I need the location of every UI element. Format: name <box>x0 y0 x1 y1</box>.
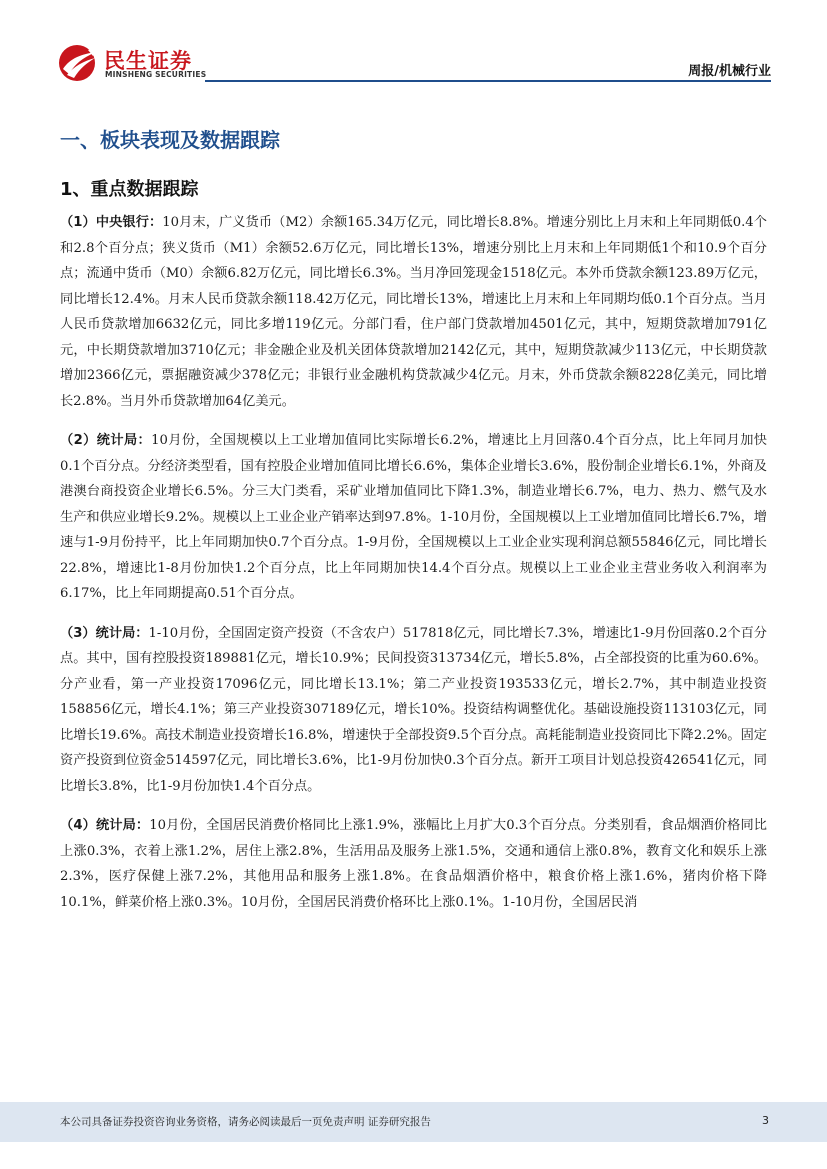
minsheng-logo-icon <box>58 44 100 82</box>
header-divider <box>205 80 771 82</box>
paragraph-text: 10月份，全国规模以上工业增加值同比实际增长6.2%，增速比上月回落0.4个百分点，比上年同月加快0.1个百分点。分经济类型看，国有控股企业增加值同比增长6.6%，集体企业增长3.6%，股份制企业增长6.1%，外商及港澳台商投资企业增长6.5%。分三大门类看，采矿业增加值同比下降1.3%，制造业增长6.7%，电力、热力、燃气及水生产和供应业增长9.2%。规模以上工业企业产销率达到97.8%。1-10月份，全国规模以上工业增加值同比增长6.7%，增速与1-9月份持平，比上年同期加快0.7个百分点。1-9月份，全国规模以上工业企业实现利润总额55846亿元，同比增长22.8%，增速比1-8月份加快1.2个百分点，比上年同期加快14.4个百分点。规模以上工业企业主营业务收入利润率为6.17%，比上年同期提高0.51个百分点。 <box>60 433 767 601</box>
paragraph-text: 10月份，全国居民消费价格同比上涨1.9%，涨幅比上月扩大0.3个百分点。分类别看，食品烟酒价格同比上涨0.3%，衣着上涨1.2%，居住上涨2.8%，生活用品及服务上涨1.5%，交通和通信上涨0.8%，教育文化和娱乐上涨2.3%，医疗保健上涨7.2%，其他用品和服务上涨1.8%。在食品烟酒价格中，粮食价格上涨1.6%，猪肉价格下降10.1%，鲜菜价格上涨0.3%。10月份，全国居民消费价格环比上涨0.1%。1-10月份，全国居民消 <box>60 818 767 910</box>
paragraph-cpi <box>60 813 767 915</box>
paragraph-fixed-investment <box>60 621 767 800</box>
report-body <box>60 210 767 929</box>
page-footer <box>0 1102 827 1142</box>
paragraph-label: （4）统计局： <box>60 818 150 833</box>
section-subtitle: 1、重点数据跟踪 <box>60 179 199 200</box>
company-logo <box>58 44 208 84</box>
section-title: 一、板块表现及数据跟踪 <box>60 128 280 152</box>
paragraph-label: （2）统计局： <box>60 433 152 448</box>
page-number: 3 <box>762 1114 769 1127</box>
paragraph-label: （1）中央银行： <box>60 215 163 230</box>
brand-name-cn: 民生证券 <box>104 49 192 73</box>
footer-disclaimer: 本公司具备证券投资咨询业务资格，请务必阅读最后一页免责声明 证券研究报告 <box>60 1116 431 1128</box>
paragraph-label: （3）统计局： <box>60 625 149 641</box>
paragraph-central-bank <box>60 210 767 414</box>
paragraph-text: 1-10月份，全国固定资产投资（不含农户）517818亿元，同比增长7.3%，增速比1-9月份回落0.2个百分点。其中，国有控股投资189881亿元，增长10.9%；民间投资313734亿元，增长5.8%，占全部投资的比重为60.6%。分产业看，第一产业投资17096亿元，同比增长13.1%；第二产业投资193533亿元，增长2.7%，其中制造业投资158856亿元，增长4.1%；第三产业投资307189亿元，增长10%。投资结构调整优化。基础设施投资113103亿元，同比增长19.6%。高技术制造业投资增长16.8%，增速快于全部投资9.5个百分点。高耗能制造业投资同比下降2.2%。固定资产投资到位资金514597亿元，同比增长3.6%，比1-9月份加快0.3个百分点。新开工项目计划总投资426541亿元，同比增长3.8%，比1-9月份加快1.4个百分点。 <box>60 625 767 794</box>
page-header <box>0 0 827 90</box>
brand-name-en: MINSHENG SECURITIES <box>105 70 207 79</box>
paragraph-text: 10月末，广义货币（M2）余额165.34万亿元，同比增长8.8%。增速分别比上月末和上年同期低0.4个和2.8个百分点；狭义货币（M1）余额52.6万亿元，同比增长13%，增速分别比上月末和上年同期低1个和10.9个百分点；流通中货币（M0）余额6.82万亿元，同比增长6.3%。当月净回笼现金1518亿元。本外币贷款余额123.89万亿元，同比增长12.4%。月末人民币贷款余额118.42万亿元，同比增长13%，增速比上月末和上年同期均低0.1个百分点。当月人民币贷款增加6632亿元，同比多增119亿元。分部门看，住户部门贷款增加4501亿元，其中，短期贷款增加791亿元，中长期贷款增加3710亿元；非金融企业及机关团体贷款增加2142亿元，其中，短期贷款减少113亿元，中长期贷款增加2366亿元，票据融资减少378亿元；非银行业金融机构贷款减少4亿元。月末，外币贷款余额8228亿美元，同比增长2.8%。当月外币贷款增加64亿美元。 <box>60 215 767 409</box>
report-category: 周报/机械行业 <box>688 64 771 79</box>
paragraph-industrial-output <box>60 428 767 607</box>
